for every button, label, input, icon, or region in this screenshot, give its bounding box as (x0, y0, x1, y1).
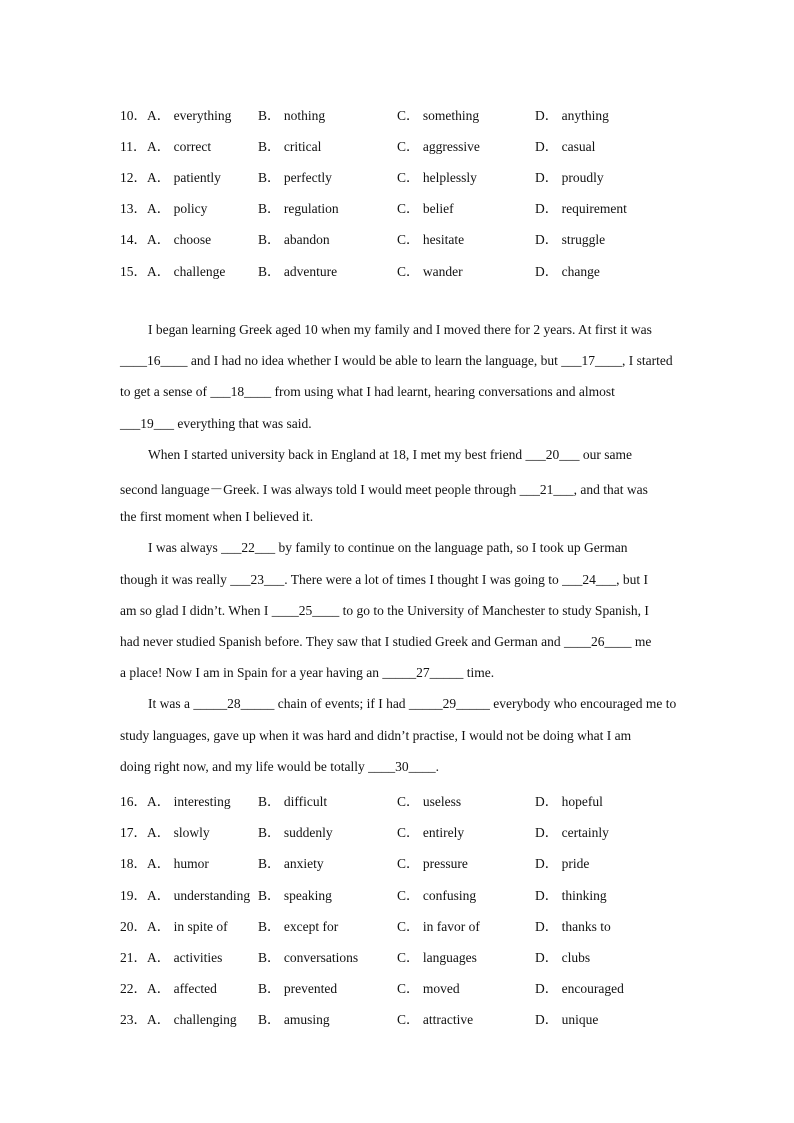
question-number: 21． (120, 950, 147, 965)
option-a: A． correct (147, 139, 212, 154)
option-d: D． change (535, 264, 600, 279)
passage-line: though it was really ___23___. There were a lot of times I thought I was going to ___24___, but I (120, 572, 649, 587)
option-b: B． adventure (258, 264, 338, 279)
option-d: D． clubs (535, 950, 591, 965)
option-a: A． interesting (147, 794, 231, 809)
passage-line: ___19___ everything that was said. (120, 416, 312, 431)
option-d: D． certainly (535, 825, 609, 840)
option-c: C． languages (397, 950, 477, 965)
question-number: 14． (120, 232, 147, 247)
option-c: C． entirely (397, 825, 465, 840)
option-a: A． choose (147, 232, 212, 247)
question-number: 17． (120, 825, 147, 840)
question-number: 15． (120, 264, 147, 279)
option-b: B． speaking (258, 888, 332, 903)
question-number: 22． (120, 981, 147, 996)
option-c: C． moved (397, 981, 460, 996)
question-number: 18． (120, 856, 147, 871)
passage-line: to get a sense of ___18____ from using what I had learnt, hearing conversations and almost (120, 384, 615, 399)
option-a: A． policy (147, 201, 208, 216)
option-b: B． perfectly (258, 170, 332, 185)
option-c: C． hesitate (397, 232, 465, 247)
option-c: C． belief (397, 201, 454, 216)
passage-line: second language－Greek. I was always told I would meet people through ___21___, and that was (120, 482, 648, 497)
option-d: D． struggle (535, 232, 606, 247)
option-c: C． in favor of (397, 919, 480, 934)
passage-line: ____16____ and I had no idea whether I would be able to learn the language, but ___17____, I started (120, 353, 673, 368)
option-a: A． patiently (147, 170, 221, 185)
option-b: B． except for (258, 919, 339, 934)
question-number: 23． (120, 1012, 147, 1027)
option-d: D． casual (535, 139, 596, 154)
option-b: B． difficult (258, 794, 328, 809)
passage-line: study languages, gave up when it was hard and didn’t practise, I would not be doing what I am (120, 728, 632, 743)
option-a: A． challenging (147, 1012, 237, 1027)
option-b: B． nothing (258, 108, 326, 123)
passage-line: a place! Now I am in Spain for a year having an _____27_____ time. (120, 665, 495, 680)
option-c: C． attractive (397, 1012, 474, 1027)
option-c: C． useless (397, 794, 462, 809)
option-a: A． humor (147, 856, 209, 871)
passage-line: It was a _____28_____ chain of events; if I had _____29_____ everybody who encouraged me to (148, 696, 677, 711)
option-d: D． thinking (535, 888, 607, 903)
option-a: A． activities (147, 950, 223, 965)
option-a: A． slowly (147, 825, 210, 840)
passage-line: I began learning Greek aged 10 when my family and I moved there for 2 years. At first it was (148, 322, 652, 337)
option-d: D． pride (535, 856, 590, 871)
question-number: 11． (120, 139, 147, 154)
passage-line: had never studied Spanish before. They saw that I studied Greek and German and ____26____ me (120, 634, 652, 649)
passage-line: I was always ___22___ by family to continue on the language path, so I took up German (148, 540, 628, 555)
option-b: B． conversations (258, 950, 359, 965)
question-number: 19． (120, 888, 147, 903)
option-b: B． regulation (258, 201, 339, 216)
option-b: B． anxiety (258, 856, 324, 871)
option-c: C． pressure (397, 856, 468, 871)
question-number: 10． (120, 108, 147, 123)
option-c: C． wander (397, 264, 463, 279)
question-number: 12． (120, 170, 147, 185)
option-c: C． something (397, 108, 480, 123)
option-a: A． affected (147, 981, 217, 996)
option-b: B． suddenly (258, 825, 333, 840)
option-d: D． unique (535, 1012, 599, 1027)
question-number: 20． (120, 919, 147, 934)
option-c: C． confusing (397, 888, 477, 903)
passage-line: the first moment when I believed it. (120, 509, 314, 524)
option-d: D． thanks to (535, 919, 611, 934)
option-d: D． hopeful (535, 794, 603, 809)
passage-line: doing right now, and my life would be totally ____30____. (120, 759, 439, 774)
option-d: D． anything (535, 108, 609, 123)
passage-line: When I started university back in England at 18, I met my best friend ___20___ our same (148, 447, 633, 462)
question-number: 13． (120, 201, 147, 216)
option-b: B． abandon (258, 232, 330, 247)
option-a: A． in spite of (147, 919, 228, 934)
option-a: A． challenge (147, 264, 226, 279)
option-c: C． aggressive (397, 139, 480, 154)
question-number: 16． (120, 794, 147, 809)
option-b: B． prevented (258, 981, 338, 996)
option-b: B． amusing (258, 1012, 330, 1027)
option-d: D． requirement (535, 201, 627, 216)
option-d: D． proudly (535, 170, 604, 185)
option-a: A． understanding (147, 888, 251, 903)
option-c: C． helplessly (397, 170, 477, 185)
option-b: B． critical (258, 139, 322, 154)
option-a: A． everything (147, 108, 232, 123)
passage-line: am so glad I didn’t. When I ____25____ to go to the University of Manchester to study Spanish, I (120, 603, 649, 618)
option-d: D． encouraged (535, 981, 624, 996)
